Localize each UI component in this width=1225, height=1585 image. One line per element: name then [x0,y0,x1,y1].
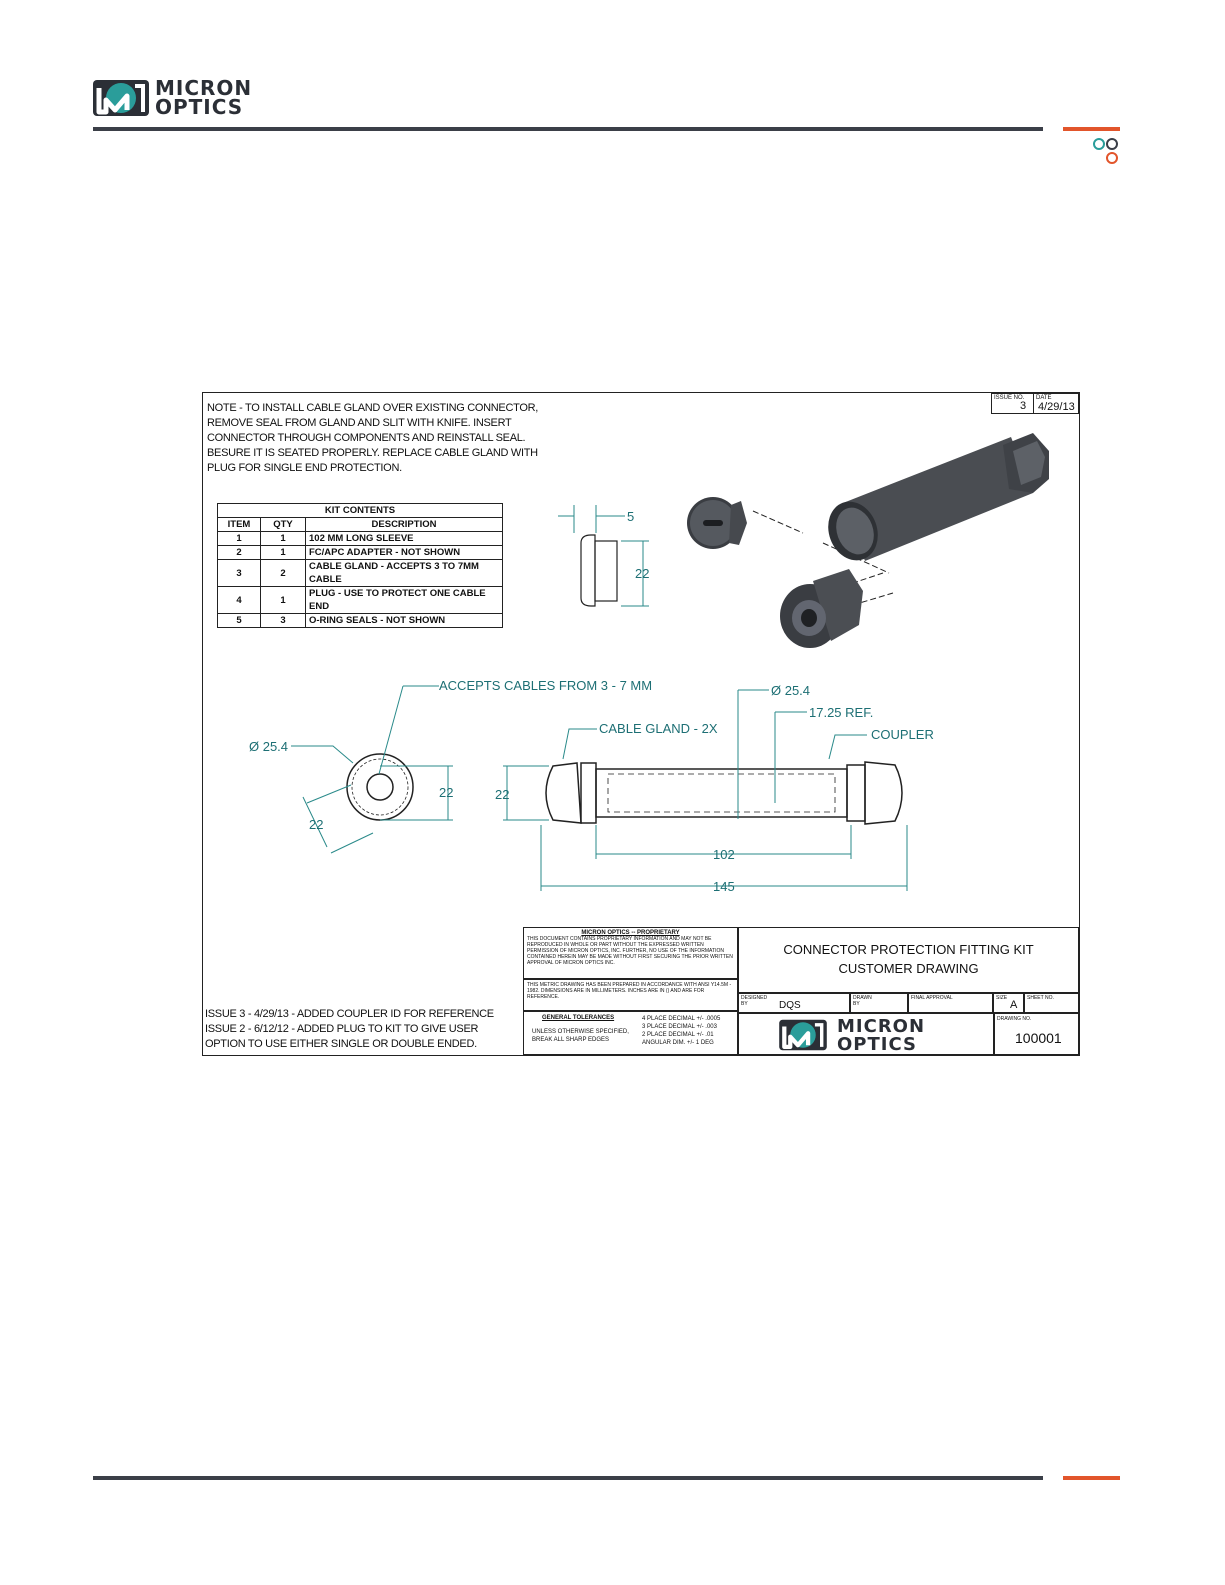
kit-desc: 102 MM LONG SLEEVE [306,532,503,546]
end-hex-dim: 22 [439,785,454,800]
tolerance-value: 2 PLACE DECIMAL +/- .01 [642,1032,714,1038]
logo-line-1: MICRON [155,76,253,100]
header-rule [93,127,1043,131]
note-line: NOTE - TO INSTALL CABLE GLAND OVER EXISTING CONNECTOR, [207,402,538,414]
accepts-callout: ACCEPTS CABLES FROM 3 - 7 MM [439,678,653,693]
kit-desc: PLUG - USE TO PROTECT ONE CABLE END [306,587,503,614]
size-box [993,993,1024,1013]
plug-height-dim: 22 [635,566,650,581]
tolerance-value: 4 PLACE DECIMAL +/- .0005 [642,1016,721,1022]
footer-accent [1063,1476,1120,1480]
tolerance-title: GENERAL TOLERANCES [542,1015,615,1021]
length-102-dim: 102 [713,847,735,862]
micron-optics-logo-icon [93,78,149,118]
tolerance-note: BREAK ALL SHARP EDGES [532,1037,610,1043]
kit-title: KIT CONTENTS [218,504,503,518]
designed-label: DESIGNED BY [741,995,768,1007]
micron-optics-logo-icon [777,1018,829,1052]
metric-text: THIS METRIC DRAWING HAS BEEN PREPARED IN ACCORDANCE WITH ANSI Y14.5M - 1982. DIMENSIONS ARE IN MILLIMETERS. INCHES ARE IN () AND ARE FOR REFERENCE. [527,982,732,1000]
kit-desc: FC/APC ADAPTER - NOT SHOWN [306,546,503,560]
titleblock-logo-line-2: OPTICS [837,1034,917,1055]
issue-date: 4/29/13 [1038,401,1075,413]
revision-notes [205,1007,521,1052]
proprietary-text: THIS DOCUMENT CONTAINS PROPRIETARY INFORMATION AND MAY NOT BE REPRODUCED IN WHOLE OR PART WITHOUT THE EXPRESSED WRITTEN PERMISSION OF MICRON OPTICS, INC. FURTHER, NO USE OF THE INFORMATION CONTAINED HEREIN MAY BE MADE WITHOUT FIRST SECURING THE PRIOR WRITTEN APPROVAL OF MICRON OPTICS INC. [527,936,733,966]
revision-line: ISSUE 3 - 4/29/13 - ADDED COUPLER ID FOR REFERENCE [205,1008,494,1020]
kit-qty: 2 [261,560,306,587]
technical-figure [203,393,1079,913]
final-approval-box [908,993,993,1013]
sleeve-dia-dim: Ø 25.4 [771,683,811,698]
end-flat-dim: 22 [309,817,324,832]
logo-box [738,1013,994,1055]
note-line: CONNECTOR THROUGH COMPONENTS AND REINSTALL SEAL. [207,432,526,444]
kit-qty: 1 [261,532,306,546]
header-logo [93,76,293,120]
kit-header: QTY [261,518,306,532]
kit-item: 3 [218,560,261,587]
note-line: REMOVE SEAL FROM GLAND AND SLIT WITH KNIFE. INSERT [207,417,512,429]
circles-icon [1092,136,1122,166]
issue-label: ISSUE NO. [994,395,1025,401]
cable-gland-callout: CABLE GLAND - 2X [599,721,718,736]
drawing-number-box [994,1013,1079,1055]
proprietary-block [523,927,738,979]
date-label: DATE [1036,395,1052,401]
gland-flat-dim: 22 [495,787,510,802]
kit-header: DESCRIPTION [306,518,503,532]
exploded-isometric-view [687,433,1049,648]
kit-item: 5 [218,614,261,628]
issue-number: 3 [1020,400,1027,412]
drawing-number: 100001 [1015,1030,1062,1046]
plug-side-view [558,505,649,606]
drawing-number-label: DRAWING NO. [997,1016,1032,1022]
kit-qty: 3 [261,614,306,628]
metric-block [523,979,738,1011]
revision-line: ISSUE 2 - 6/12/12 - ADDED PLUG TO KIT TO GIVE USER [205,1023,479,1035]
end-dia-dim: Ø 25.4 [249,739,289,754]
customer-drawing [202,392,1080,1056]
proprietary-title: MICRON OPTICS -- PROPRIETARY [581,930,680,936]
revision-line: OPTION TO USE EITHER SINGLE OR DOUBLE ENDED. [205,1038,477,1050]
drawn-label: DRAWN BY [853,995,872,1007]
title-box [738,927,1079,993]
kit-item: 2 [218,546,261,560]
note-line: BESURE IT IS SEATED PROPERLY. REPLACE CABLE GLAND WITH [207,447,538,459]
ref-dim: 17.25 REF. [809,705,874,720]
final-approval-label: FINAL APPROVAL [911,995,953,1001]
coupler-callout: COUPLER [871,727,934,742]
plug-width-dim: 5 [627,509,635,524]
header-accent [1063,127,1120,131]
designed-by: DQS [779,1000,801,1011]
length-145-dim: 145 [713,879,735,894]
kit-desc: O-RING SEALS - NOT SHOWN [306,614,503,628]
note-line: PLUG FOR SINGLE END PROTECTION. [207,462,402,474]
sheet-label: SHEET NO. [1027,995,1054,1001]
sheet-box [1024,993,1079,1013]
footer-rule [93,1476,1043,1480]
kit-qty: 1 [261,587,306,614]
logo-line-2: OPTICS [155,95,244,119]
kit-item: 4 [218,587,261,614]
kit-desc: CABLE GLAND - ACCEPTS 3 TO 7MM CABLE [306,560,503,587]
kit-item: 1 [218,532,261,546]
size-label: SIZE [996,995,1008,1001]
kit-qty: 1 [261,546,306,560]
size-value: A [1010,999,1018,1011]
drawn-box [850,993,908,1013]
designed-box [738,993,850,1013]
drawing-title-1: CONNECTOR PROTECTION FITTING KIT [783,942,1034,957]
titleblock-logo-line-1: MICRON [837,1016,926,1037]
tolerance-value: ANGULAR DIM. +/- 1 DEG [642,1040,714,1046]
tolerance-value: 3 PLACE DECIMAL +/- .003 [642,1024,717,1030]
drawing-title-2: CUSTOMER DRAWING [838,961,979,976]
tolerance-note: UNLESS OTHERWISE SPECIFIED, [532,1029,629,1035]
tolerance-block [523,1011,738,1055]
kit-header: ITEM [218,518,261,532]
